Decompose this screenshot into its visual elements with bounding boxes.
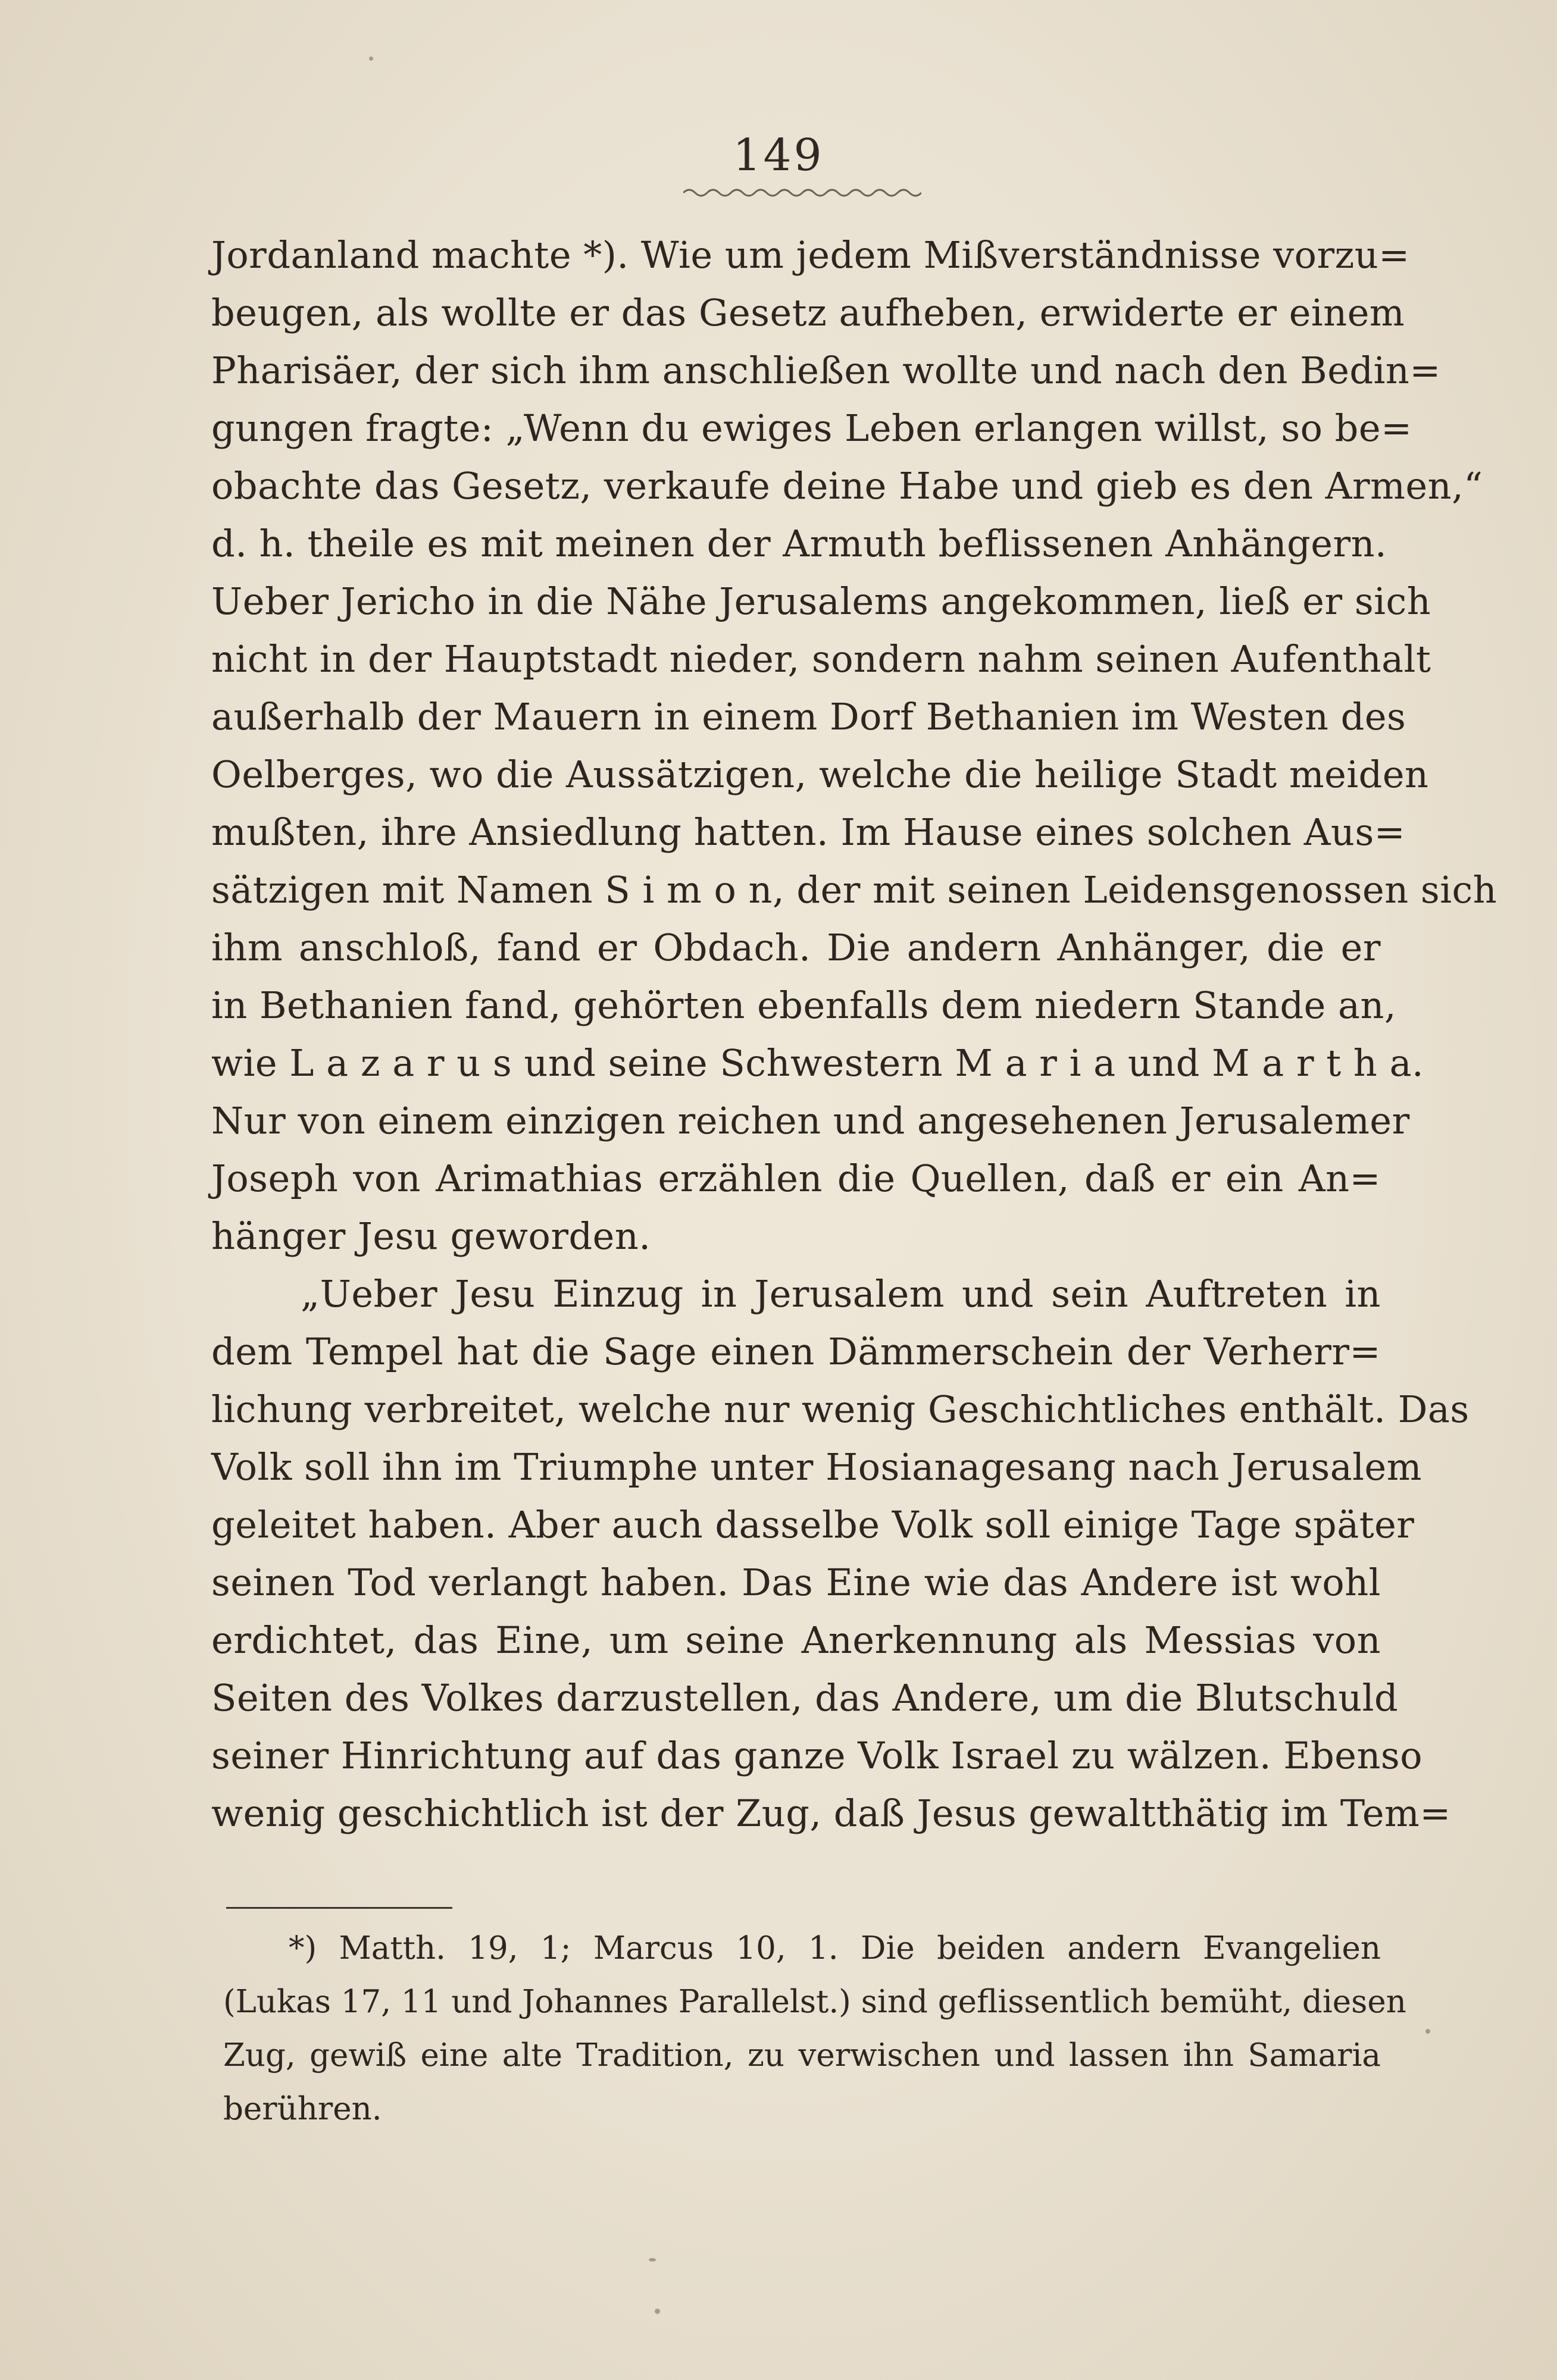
footnote-line: berühren.	[223, 2091, 382, 2127]
paper-speck	[369, 57, 373, 61]
text-line: geleitet haben. Aber auch dasselbe Volk soll einige Tage später	[211, 1503, 1415, 1546]
text-line: wie L a z a r u s und seine Schwestern M a r i a und M a r t h a.	[211, 1041, 1424, 1085]
text-line: „Ueber Jesu Einzug in Jerusalem und sein Auftreten in	[301, 1272, 1381, 1316]
text-line: d. h. theile es mit meinen der Armuth beflissenen Anhängern.	[211, 522, 1387, 565]
text-line: erdichtet, das Eine, um seine Anerkennung als Messias von	[211, 1618, 1381, 1662]
text-line: in Bethanien fand, gehörten ebenfalls dem niedern Stande an,	[211, 984, 1397, 1027]
text-line: wenig geschichtlich ist der Zug, daß Jesus gewaltthätig im Tem=	[211, 1792, 1451, 1835]
paper-speck	[655, 2309, 660, 2314]
footnote-separator-rule	[226, 1907, 452, 1909]
footnote-block	[223, 1922, 1406, 2136]
paper-speck	[649, 2258, 656, 2262]
text-line: außerhalb der Mauern in einem Dorf Bethanien im Westen des	[211, 695, 1406, 738]
text-line: seinen Tod verlangt haben. Das Eine wie das Andere ist wohl	[211, 1561, 1381, 1604]
text-line: ihm anschloß, fand er Obdach. Die andern Anhänger, die er	[211, 926, 1381, 969]
page-number: 149	[733, 130, 824, 181]
footnote-line: *) Matth. 19, 1; Marcus 10, 1. Die beiden andern Evangelien	[289, 1930, 1381, 1966]
text-line: Jordanland machte *). Wie um jedem Mißverständnisse vorzu=	[211, 233, 1410, 277]
wavy-ornament-divider	[683, 186, 921, 200]
text-line: hänger Jesu geworden.	[211, 1214, 651, 1258]
text-line: Pharisäer, der sich ihm anschließen wollte und nach den Bedin=	[211, 349, 1441, 392]
text-line: beugen, als wollte er das Gesetz aufheben, erwiderte er einem	[211, 291, 1405, 334]
text-line: Ueber Jericho in die Nähe Jerusalems angekommen, ließ er sich	[211, 580, 1431, 623]
text-line: nicht in der Hauptstadt nieder, sondern nahm seinen Aufenthalt	[211, 637, 1431, 681]
text-line: seiner Hinrichtung auf das ganze Volk Israel zu wälzen. Ebenso	[211, 1734, 1423, 1777]
paper-speck	[1425, 2029, 1430, 2034]
text-line: Seiten des Volkes darzustellen, das Andere, um die Blutschuld	[211, 1676, 1399, 1720]
text-line: obachte das Gesetz, verkaufe deine Habe und gieb es den Armen,“	[211, 464, 1483, 508]
text-line: Oelberges, wo die Aussätzigen, welche die heilige Stadt meiden	[211, 753, 1429, 796]
text-line: Volk soll ihn im Triumphe unter Hosianagesang nach Jerusalem	[211, 1445, 1422, 1489]
text-line: dem Tempel hat die Sage einen Dämmerschein der Verherr=	[211, 1330, 1381, 1373]
text-line: mußten, ihre Ansiedlung hatten. Im Hause eines solchen Aus=	[211, 810, 1406, 854]
footnote-line: Zug, gewiß eine alte Tradition, zu verwischen und lassen ihn Samaria	[223, 2037, 1381, 2074]
text-line: Nur von einem einzigen reichen und angesehenen Jerusalemer	[211, 1099, 1410, 1142]
main-text-block	[211, 226, 1497, 1842]
text-line: gungen fragte: „Wenn du ewiges Leben erlangen willst, so be=	[211, 406, 1412, 450]
text-line: Joseph von Arimathias erzählen die Quellen, daß er ein An=	[211, 1157, 1381, 1200]
text-line: lichung verbreitet, welche nur wenig Geschichtliches enthält. Das	[211, 1388, 1470, 1431]
footnote-line: (Lukas 17, 11 und Johannes Parallelst.) sind geflissentlich bemüht, diesen	[223, 1984, 1406, 2020]
text-line: sätzigen mit Namen S i m o n, der mit seinen Leidensgenossen sich	[211, 868, 1497, 912]
